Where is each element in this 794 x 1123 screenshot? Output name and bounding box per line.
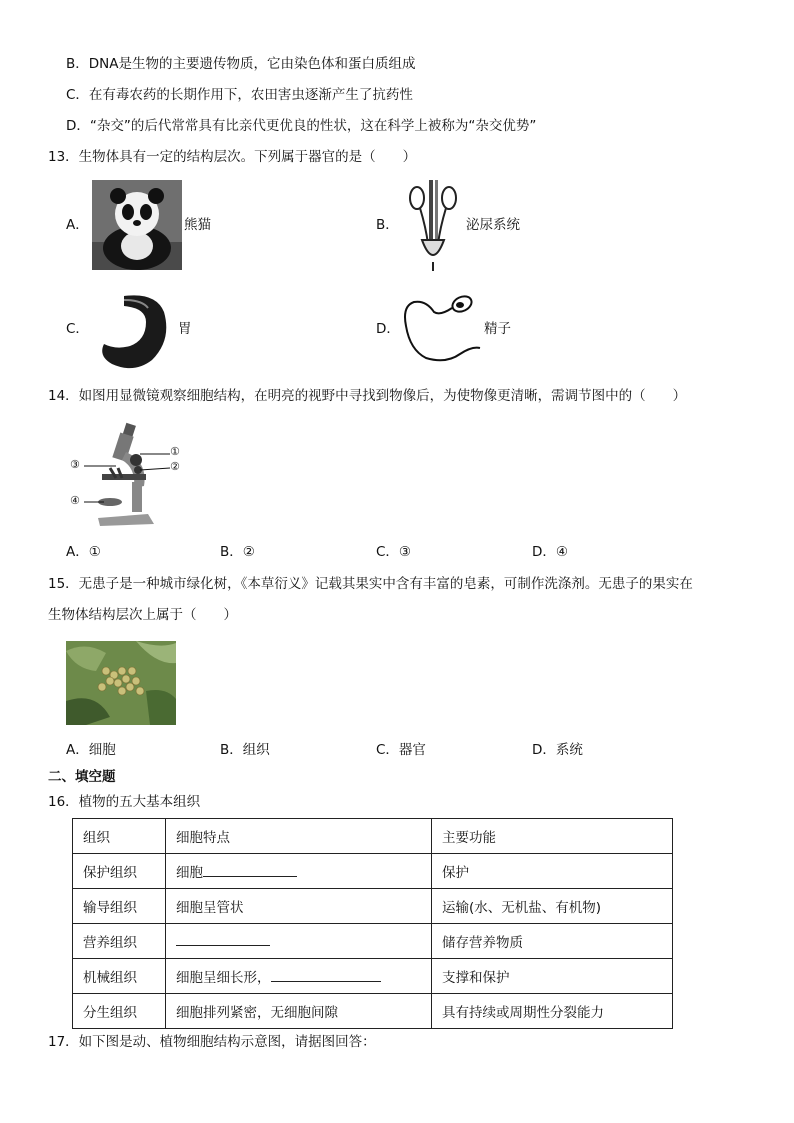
microscope-image (70, 422, 186, 528)
q13-option-c-letter: C． (66, 321, 89, 337)
feature-text: 细胞呈细长形， (176, 970, 271, 986)
answer-blank[interactable] (176, 933, 270, 946)
feature-text: 细胞 (176, 865, 203, 881)
feature-cell (166, 854, 432, 889)
panda-image (92, 180, 182, 270)
header-tissue: 组织 (73, 819, 166, 854)
table-row (73, 959, 673, 994)
feature-cell: 细胞排列紧密，无细胞间隙 (166, 994, 432, 1029)
answer-blank[interactable] (203, 864, 297, 877)
q16-stem: 16．植物的五大基本组织 (48, 794, 201, 810)
section-heading: 二、填空题 (48, 769, 116, 785)
q15-option-a: A．细胞 (66, 742, 116, 758)
plant-tissue-table (72, 818, 673, 1029)
microscope-label-3: ③ (70, 458, 80, 471)
q13-option-a-label: 熊猫 (184, 217, 211, 233)
q13-option-c-label: 胃 (178, 321, 192, 337)
feature-cell: 细胞呈管状 (166, 889, 432, 924)
q12-option-d: D．“杂交”的后代常常具有比亲代更优良的性状，这在科学上被称为“杂交优势” (66, 118, 537, 134)
sperm-image (400, 292, 482, 364)
q15-option-c: C．器官 (376, 742, 426, 758)
q15-option-d: D．系统 (532, 742, 583, 758)
urinary-system-image (404, 178, 462, 272)
soapberry-fruit-image (66, 641, 176, 725)
feature-cell (166, 924, 432, 959)
microscope-label-2: ② (170, 460, 180, 473)
q15-stem-line2: 生物体结构层次上属于（ ） (48, 607, 237, 623)
function-cell: 储存营养物质 (432, 924, 673, 959)
feature-cell (166, 959, 432, 994)
q17-stem: 17．如下图是动、植物细胞结构示意图，请据图回答： (48, 1034, 376, 1050)
q13-stem: 13．生物体具有一定的结构层次。下列属于器官的是（ ） (48, 149, 417, 165)
function-cell: 具有持续或周期性分裂能力 (432, 994, 673, 1029)
answer-blank[interactable] (271, 969, 381, 982)
q12-option-c: C．在有毒农药的长期作用下，农田害虫逐渐产生了抗药性 (66, 87, 413, 103)
header-function: 主要功能 (432, 819, 673, 854)
tissue-cell: 分生组织 (73, 994, 166, 1029)
tissue-cell: 营养组织 (73, 924, 166, 959)
microscope-label-1: ① (170, 445, 180, 458)
q14-option-a: A．① (66, 544, 101, 560)
q13-option-b-label: 泌尿系统 (466, 217, 520, 233)
table-row (73, 924, 673, 959)
q15-stem-line1: 15．无患子是一种城市绿化树，《本草衍义》记载其果实中含有丰富的皂素，可制作洗涤剂。无患子的果实在 (48, 576, 693, 592)
tissue-cell: 保护组织 (73, 854, 166, 889)
function-cell: 运输(水、无机盐、有机物) (432, 889, 673, 924)
q14-option-d: D．④ (532, 544, 568, 560)
table-header-row (73, 819, 673, 854)
q14-option-c: C．③ (376, 544, 412, 560)
tissue-cell: 输导组织 (73, 889, 166, 924)
table-row (73, 889, 673, 924)
q14-option-b: B．② (220, 544, 255, 560)
q15-option-b: B．组织 (220, 742, 270, 758)
q13-option-d-letter: D． (376, 321, 400, 337)
header-feature: 细胞特点 (166, 819, 432, 854)
microscope-label-4: ④ (70, 494, 80, 507)
function-cell: 保护 (432, 854, 673, 889)
stomach-image (94, 292, 174, 370)
table-row (73, 994, 673, 1029)
tissue-cell: 机械组织 (73, 959, 166, 994)
table-row (73, 854, 673, 889)
q13-option-b-letter: B． (376, 217, 399, 233)
q12-option-b: B．DNA是生物的主要遗传物质，它由染色体和蛋白质组成 (66, 56, 416, 72)
function-cell: 支撑和保护 (432, 959, 673, 994)
q14-stem: 14．如图用显微镜观察细胞结构，在明亮的视野中寻找到物像后，为使物像更清晰，需调节图中的（ ） (48, 388, 687, 404)
q13-option-a-letter: A． (66, 217, 89, 233)
q13-option-d-label: 精子 (484, 321, 511, 337)
